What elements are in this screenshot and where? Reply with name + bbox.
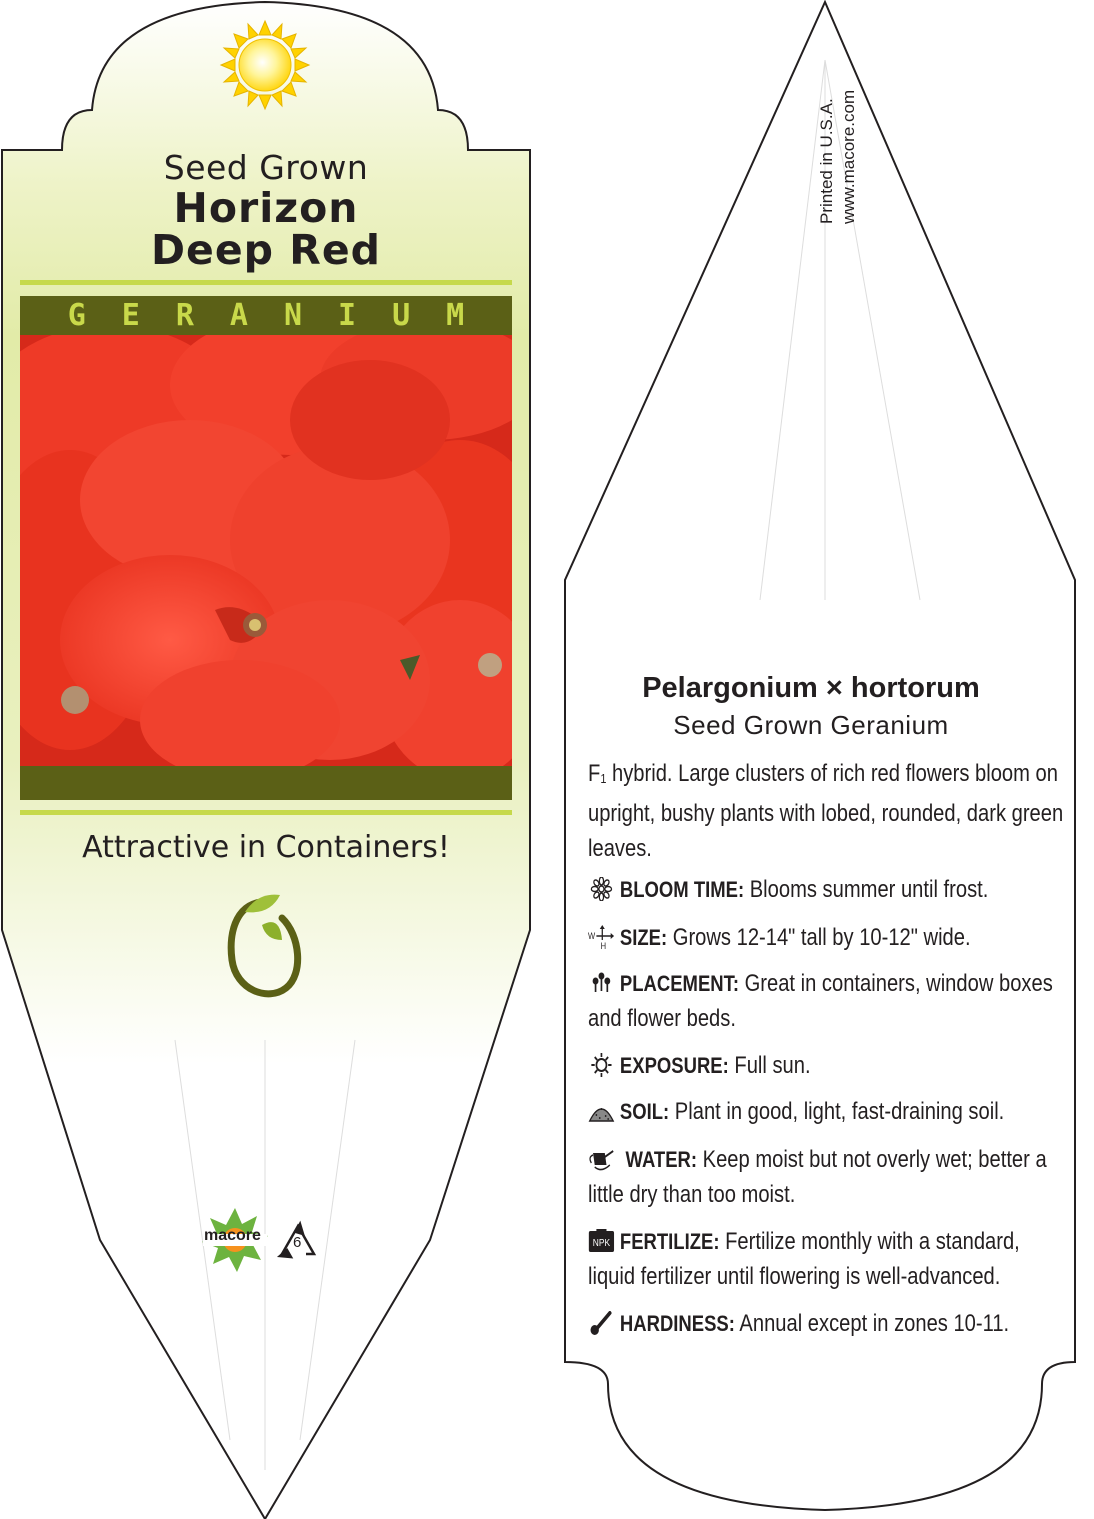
size-text: Grows 12-14" tall by 10-12" wide.: [667, 924, 971, 951]
size-icon-h: H: [600, 940, 607, 949]
hardiness-label: HARDINESS:: [619, 1311, 735, 1336]
exposure-label: EXPOSURE:: [619, 1053, 729, 1078]
recycle-code: 6: [293, 1234, 302, 1251]
water-text: Keep moist but not overly wet; better a little dry than too moist.: [588, 1146, 1047, 1208]
placement: [588, 966, 1067, 1036]
geranium-photo: [0, 315, 550, 780]
tagline: Attractive in Containers!: [82, 830, 450, 865]
seed-grown-label: Seed Grown: [163, 148, 369, 187]
description-text: hybrid. Large clusters of rich red flowers bloom on upright, bushy plants with lobed, rounded, dark green leaves.: [588, 760, 1064, 862]
placement-icon: [588, 971, 615, 995]
soil: [588, 1094, 1067, 1129]
fertilize-text: Fertilize monthly with a standard, liquid fertilizer until flowering is well-advanced.: [588, 1228, 1020, 1290]
size-label: SIZE:: [619, 925, 668, 950]
fertilize: [588, 1224, 1067, 1294]
variety-name-line2: Deep Red: [151, 226, 381, 274]
soil-label: SOIL:: [619, 1099, 670, 1124]
soil-text: Plant in good, light, fast-draining soil.: [669, 1098, 1005, 1125]
flower-icon: [588, 877, 615, 901]
hardiness-text: Annual except in zones 10-11.: [734, 1310, 1010, 1337]
npk-text: NPK: [592, 1237, 611, 1249]
water-label: WATER:: [625, 1147, 698, 1172]
thermometer-icon: [588, 1311, 615, 1335]
bloom-label: BLOOM TIME:: [619, 877, 745, 902]
plant-type-label: GERANIUM: [67, 298, 501, 333]
sun-icon: [221, 21, 309, 109]
f-subscript: 1: [600, 771, 607, 786]
variety-name-line1: Horizon: [173, 184, 359, 232]
description: [588, 756, 1067, 866]
fertilize-label: FERTILIZE:: [619, 1229, 720, 1254]
npk-icon: [588, 1229, 615, 1253]
placement-label: PLACEMENT:: [619, 971, 740, 996]
website: www.macore.com: [839, 89, 858, 224]
bloom-text: Blooms summer until frost.: [744, 876, 989, 903]
soil-icon: [588, 1099, 615, 1123]
exposure: [588, 1048, 1067, 1083]
photo-bottom-band: [20, 766, 512, 800]
watering-can-icon: [588, 1147, 615, 1171]
exposure-text: Full sun.: [728, 1052, 811, 1079]
bloom-time: [588, 872, 1067, 907]
size: [588, 920, 1067, 955]
f-label: F: [588, 760, 601, 787]
brand-logo-text: macore: [204, 1227, 261, 1244]
printer-info: [816, 90, 860, 224]
printed-in: Printed in U.S.A.: [817, 98, 836, 224]
botanical-name: Pelargonium × hortorum: [642, 672, 980, 704]
size-arrows-icon: [588, 925, 615, 949]
hardiness: [588, 1306, 1067, 1341]
placement-text: Great in containers, window boxes and flower beds.: [588, 970, 1053, 1032]
exposure-sun-icon: [588, 1053, 615, 1077]
size-icon-w: W: [588, 930, 596, 942]
common-name: Seed Grown Geranium: [673, 710, 949, 740]
water: [588, 1142, 1067, 1212]
